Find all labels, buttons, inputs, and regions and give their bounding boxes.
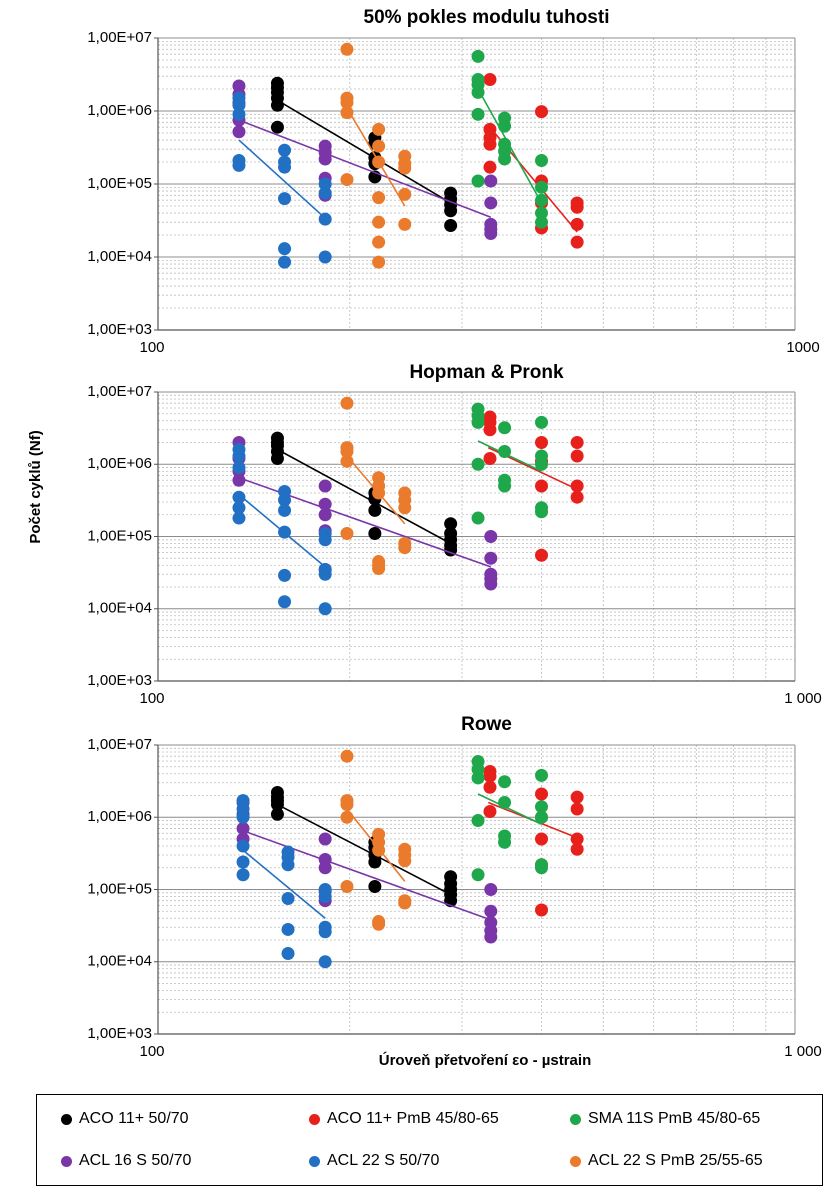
legend-item-acl16	[61, 1152, 191, 1170]
data-point	[278, 242, 291, 255]
data-point	[232, 450, 245, 463]
series-1	[271, 77, 457, 232]
data-point	[372, 191, 385, 204]
x-tick-label: 1 000	[784, 690, 822, 707]
series-1	[271, 432, 457, 557]
chart-title: Hopman & Pronk	[409, 362, 564, 384]
y-tick-label: 1,00E+03	[87, 320, 152, 338]
data-point	[372, 562, 385, 575]
data-point	[498, 153, 511, 166]
y-tick-label: 1,00E+03	[87, 1024, 152, 1042]
legend-item-acl22-pmb	[570, 1152, 763, 1170]
data-point	[484, 174, 497, 187]
legend-item-sma-pmb	[570, 1110, 760, 1128]
data-point	[398, 501, 411, 514]
data-point	[232, 108, 245, 121]
data-point	[319, 187, 332, 200]
data-point	[271, 121, 284, 134]
data-point	[340, 811, 353, 824]
data-point	[398, 854, 411, 867]
x-tick-label: 1 000	[784, 1043, 822, 1060]
data-point	[498, 421, 511, 434]
data-point	[372, 256, 385, 269]
y-tick-label: 1,00E+07	[87, 382, 152, 400]
data-point	[472, 771, 485, 784]
data-point	[398, 218, 411, 231]
data-point	[483, 805, 496, 818]
y-tick-label: 1,00E+06	[87, 101, 152, 119]
data-point	[340, 173, 353, 186]
legend-item-aco-50-70	[61, 1110, 189, 1128]
legend-label: ACO 11+ PmB 45/80-65	[327, 1110, 499, 1127]
data-point	[237, 811, 250, 824]
trend-line	[277, 805, 450, 895]
data-point	[368, 880, 381, 893]
trend-line	[277, 450, 450, 544]
data-point	[282, 947, 295, 960]
x-tick-label: 1000	[786, 339, 820, 356]
data-point	[319, 533, 332, 546]
x-axis-label: Úroveň přetvoření εo - µstrain	[378, 1052, 592, 1069]
grid	[158, 392, 795, 681]
chart-title: Rowe	[461, 714, 512, 736]
data-point	[571, 218, 584, 231]
y-tick-label: 1,00E+06	[87, 808, 152, 826]
data-point	[483, 73, 496, 86]
data-point	[319, 251, 332, 264]
data-point	[571, 201, 584, 214]
data-point	[472, 416, 485, 429]
data-point	[232, 474, 245, 487]
data-point	[571, 803, 584, 816]
data-point	[340, 880, 353, 893]
y-tick-label: 1,00E+04	[87, 247, 152, 265]
grid	[158, 745, 795, 1034]
y-tick-label: 1,00E+06	[87, 455, 152, 473]
y-tick-label: 1,00E+04	[87, 599, 152, 617]
series-3	[472, 403, 548, 525]
legend-label: SMA 11S PmB 45/80-65	[588, 1110, 761, 1127]
y-axis-label: Počet cyklů (Nf)	[27, 430, 44, 544]
data-point	[484, 227, 497, 240]
data-point	[483, 781, 496, 794]
data-point	[498, 479, 511, 492]
data-point	[271, 452, 284, 465]
data-point	[472, 512, 485, 525]
y-tick-label: 1,00E+05	[87, 880, 152, 898]
data-point	[398, 162, 411, 175]
data-point	[444, 219, 457, 232]
data-point	[535, 787, 548, 800]
y-tick-label: 1,00E+07	[87, 735, 152, 753]
y-tick-label: 1,00E+07	[87, 28, 152, 46]
data-point	[535, 479, 548, 492]
legend-marker	[570, 1114, 581, 1125]
data-point	[484, 196, 497, 209]
data-point	[372, 140, 385, 153]
data-point	[278, 595, 291, 608]
data-point	[535, 154, 548, 167]
data-point	[372, 236, 385, 249]
series-3	[472, 755, 548, 881]
data-point	[484, 578, 497, 591]
data-point	[535, 904, 548, 917]
data-point	[319, 890, 332, 903]
data-point	[340, 750, 353, 763]
series-5	[232, 443, 331, 615]
data-point	[535, 505, 548, 518]
legend-marker	[309, 1114, 320, 1125]
data-point	[278, 144, 291, 157]
x-tick-label: 100	[139, 339, 165, 356]
data-point	[398, 897, 411, 910]
legend	[36, 1094, 823, 1186]
data-point	[472, 458, 485, 471]
data-point	[372, 216, 385, 229]
series-6	[340, 750, 411, 931]
y-tick-label: 1,00E+04	[87, 952, 152, 970]
data-point	[319, 479, 332, 492]
legend-label: ACL 22 S 50/70	[327, 1152, 440, 1169]
data-point	[278, 569, 291, 582]
data-point	[484, 530, 497, 543]
data-point	[535, 216, 548, 229]
chart-panel-3	[87, 714, 821, 1069]
data-point	[535, 769, 548, 782]
data-point	[278, 161, 291, 174]
data-point	[278, 256, 291, 269]
data-point	[319, 602, 332, 615]
data-point	[319, 568, 332, 581]
data-point	[372, 123, 385, 136]
data-point	[340, 43, 353, 56]
data-point	[319, 955, 332, 968]
data-point	[232, 159, 245, 172]
data-point	[472, 868, 485, 881]
data-point	[484, 552, 497, 565]
data-point	[319, 925, 332, 938]
legend-marker	[309, 1156, 320, 1167]
data-point	[483, 452, 496, 465]
series-3	[472, 50, 548, 229]
data-point	[535, 549, 548, 562]
chart-panel-2	[87, 362, 821, 707]
data-point	[483, 138, 496, 151]
data-point	[571, 843, 584, 856]
data-point	[368, 504, 381, 517]
data-point	[484, 905, 497, 918]
data-point	[483, 161, 496, 174]
x-tick-label: 100	[139, 1043, 165, 1060]
data-point	[319, 861, 332, 874]
data-point	[483, 423, 496, 436]
legend-item-acl22	[309, 1152, 439, 1170]
x-tick-label: 100	[139, 690, 165, 707]
data-point	[498, 836, 511, 849]
data-point	[444, 204, 457, 217]
data-point	[282, 892, 295, 905]
data-point	[340, 397, 353, 410]
data-point	[472, 108, 485, 121]
data-point	[571, 436, 584, 449]
data-point	[472, 174, 485, 187]
legend-label: ACO 11+ 50/70	[79, 1110, 189, 1127]
data-point	[483, 770, 496, 783]
data-point	[472, 814, 485, 827]
y-tick-label: 1,00E+05	[87, 527, 152, 545]
data-point	[484, 931, 497, 944]
data-point	[368, 527, 381, 540]
legend-marker	[570, 1156, 581, 1167]
y-tick-label: 1,00E+05	[87, 174, 152, 192]
data-point	[571, 236, 584, 249]
data-point	[535, 436, 548, 449]
data-point	[372, 918, 385, 931]
legend-marker	[61, 1156, 72, 1167]
data-point	[278, 504, 291, 517]
legend-marker	[61, 1114, 72, 1125]
data-point	[571, 791, 584, 804]
data-point	[232, 125, 245, 138]
data-point	[237, 856, 250, 869]
legend-label: ACL 22 S PmB 25/55-65	[588, 1152, 763, 1169]
data-point	[535, 416, 548, 429]
legend-item-aco-pmb	[309, 1110, 499, 1128]
legend-label: ACL 16 S 50/70	[79, 1152, 192, 1169]
chart-panel-1	[87, 7, 819, 356]
data-point	[484, 883, 497, 896]
data-point	[398, 541, 411, 554]
data-point	[282, 858, 295, 871]
data-point	[535, 105, 548, 118]
data-point	[278, 192, 291, 205]
data-point	[232, 512, 245, 525]
data-point	[535, 832, 548, 845]
data-point	[571, 491, 584, 504]
data-point	[535, 861, 548, 874]
data-point	[498, 775, 511, 788]
data-point	[282, 923, 295, 936]
data-point	[232, 461, 245, 474]
data-point	[271, 808, 284, 821]
trend-line	[239, 120, 491, 217]
data-point	[237, 868, 250, 881]
data-point	[319, 832, 332, 845]
chart-title: 50% pokles modulu tuhosti	[363, 7, 610, 29]
data-point	[498, 120, 511, 133]
y-tick-label: 1,00E+03	[87, 671, 152, 689]
data-point	[340, 527, 353, 540]
data-point	[535, 181, 548, 194]
data-point	[571, 450, 584, 463]
data-point	[472, 50, 485, 63]
data-point	[571, 479, 584, 492]
